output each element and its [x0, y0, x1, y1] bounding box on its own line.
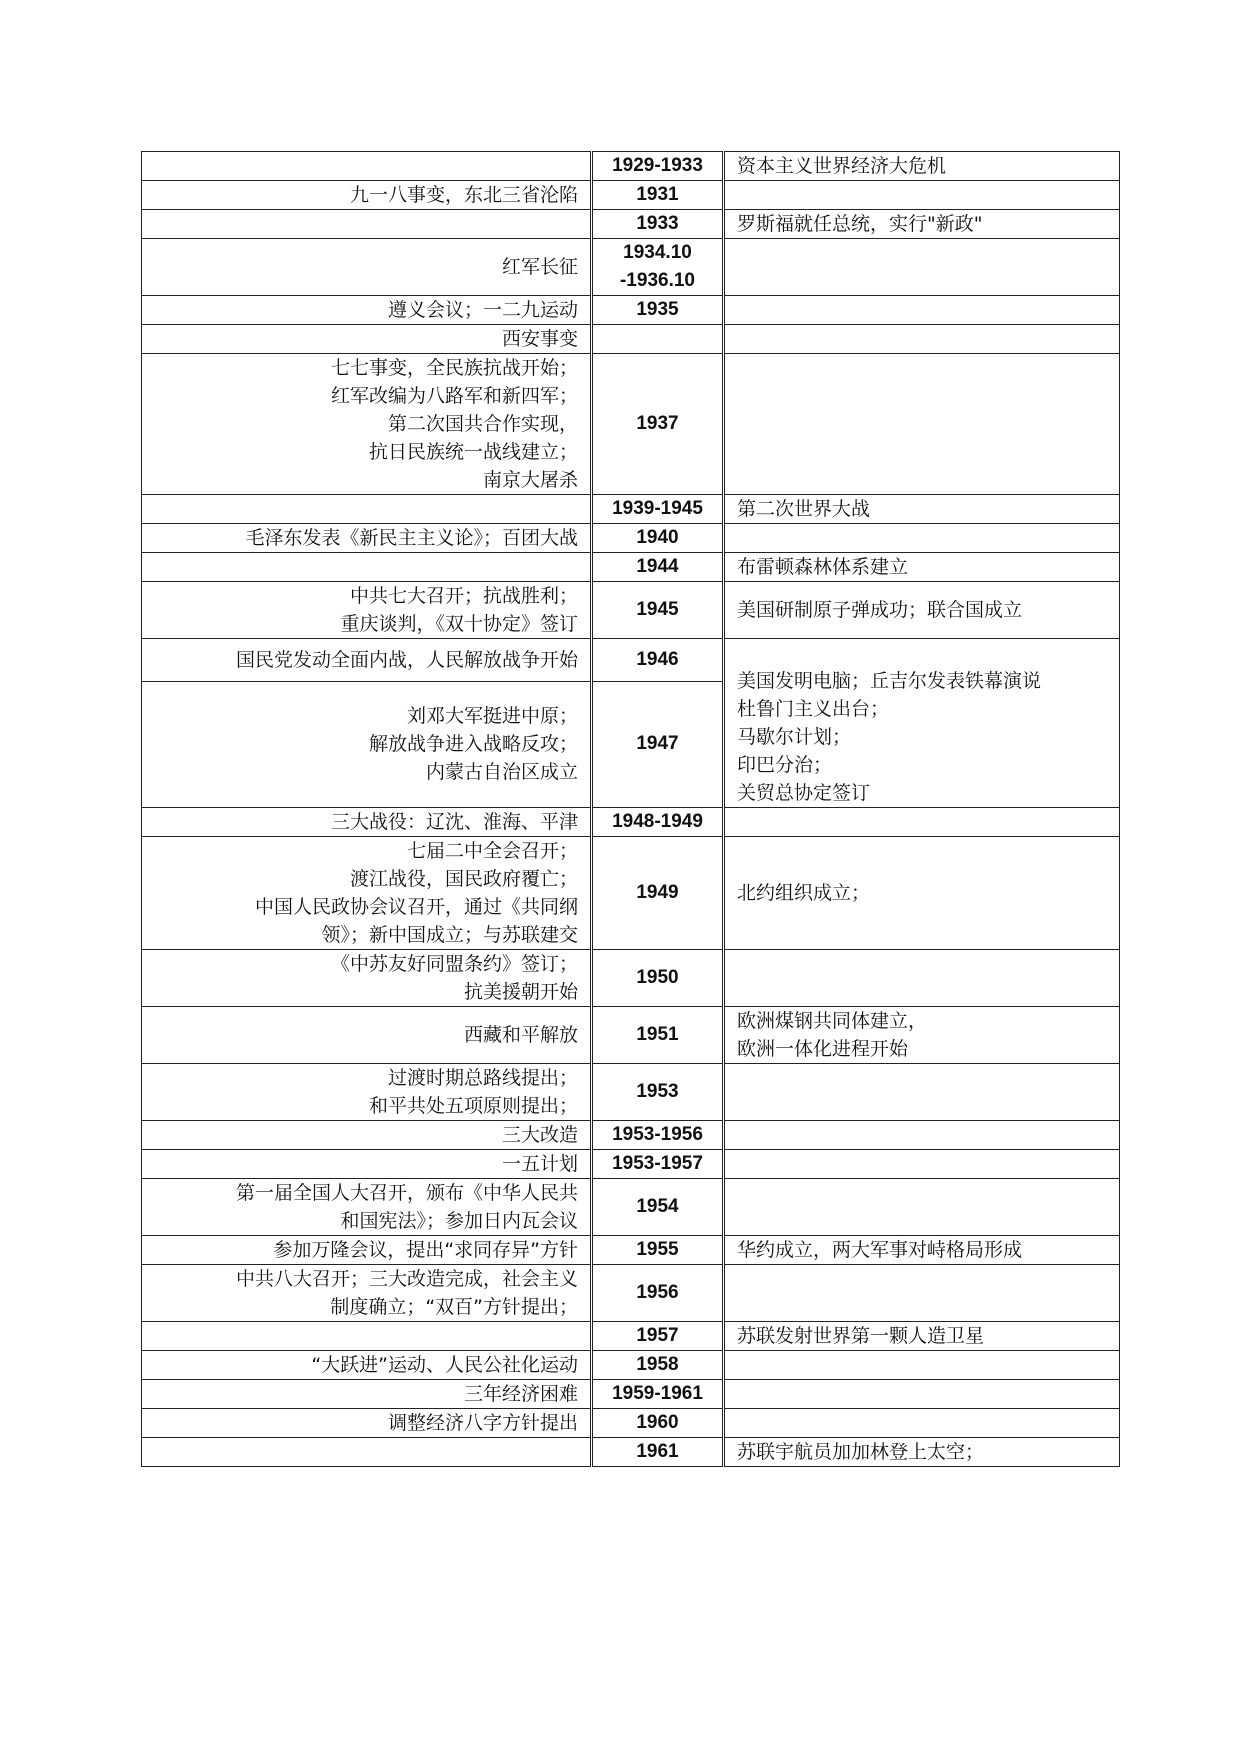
table-row	[142, 524, 1120, 553]
china-event-cell	[142, 495, 592, 524]
year-cell: 1937	[592, 354, 724, 495]
year-cell	[592, 325, 724, 354]
china-event-cell: 《中苏友好同盟条约》签订； 抗美援朝开始	[142, 950, 592, 1007]
table-row	[142, 950, 1120, 1007]
table-row	[142, 354, 1120, 495]
world-event-cell: 资本主义世界经济大危机	[724, 152, 1120, 181]
china-event-cell	[142, 152, 592, 181]
world-event-cell	[724, 1179, 1120, 1236]
china-event-cell: 一五计划	[142, 1150, 592, 1179]
world-event-cell	[724, 354, 1120, 495]
world-event-cell: 布雷顿森林体系建立	[724, 553, 1120, 582]
china-event-cell	[142, 553, 592, 582]
china-event-cell: 七七事变，全民族抗战开始； 红军改编为八路军和新四军； 第二次国共合作实现， 抗日民族统一战线建立； 南京大屠杀	[142, 354, 592, 495]
year-cell: 1945	[592, 582, 724, 639]
china-event-cell: 西藏和平解放	[142, 1007, 592, 1064]
table-row	[142, 1322, 1120, 1351]
world-event-cell	[724, 524, 1120, 553]
world-event-cell	[724, 1380, 1120, 1409]
china-event-cell: 中共七大召开；抗战胜利； 重庆谈判，《双十协定》签订	[142, 582, 592, 639]
world-event-cell	[724, 296, 1120, 325]
table-row	[142, 1351, 1120, 1380]
history-timeline-table	[141, 151, 1120, 1467]
year-cell: 1960	[592, 1409, 724, 1438]
world-event-cell: 苏联宇航员加加林登上太空；	[724, 1438, 1120, 1467]
world-event-cell	[724, 808, 1120, 837]
world-event-cell	[724, 1351, 1120, 1380]
world-event-cell	[724, 1150, 1120, 1179]
china-event-cell: 过渡时期总路线提出； 和平共处五项原则提出；	[142, 1064, 592, 1121]
table-row	[142, 639, 1120, 682]
table-row	[142, 296, 1120, 325]
table-row	[142, 1121, 1120, 1150]
year-cell: 1956	[592, 1265, 724, 1322]
year-cell: 1929-1933	[592, 152, 724, 181]
world-event-cell	[724, 1409, 1120, 1438]
world-event-cell: 美国发明电脑；丘吉尔发表铁幕演说 杜鲁门主义出台； 马歇尔计划； 印巴分治； 关贸总协定签订	[724, 639, 1120, 808]
world-event-cell: 苏联发射世界第一颗人造卫星	[724, 1322, 1120, 1351]
china-event-cell: 毛泽东发表《新民主主义论》；百团大战	[142, 524, 592, 553]
table-row	[142, 837, 1120, 950]
year-cell: 1946	[592, 639, 724, 682]
year-cell: 1951	[592, 1007, 724, 1064]
table-row	[142, 1064, 1120, 1121]
world-event-cell: 华约成立，两大军事对峙格局形成	[724, 1236, 1120, 1265]
china-event-cell: “大跃进”运动、人民公社化运动	[142, 1351, 592, 1380]
year-cell: 1957	[592, 1322, 724, 1351]
year-cell: 1958	[592, 1351, 724, 1380]
world-event-cell: 第二次世界大战	[724, 495, 1120, 524]
table-row	[142, 1409, 1120, 1438]
year-cell: 1940	[592, 524, 724, 553]
world-event-cell: 美国研制原子弹成功；联合国成立	[724, 582, 1120, 639]
world-event-cell	[724, 1265, 1120, 1322]
year-cell: 1939-1945	[592, 495, 724, 524]
china-event-cell: 七届二中全会召开； 渡江战役，国民政府覆亡； 中国人民政协会议召开，通过《共同纲 领》；新中国成立；与苏联建交	[142, 837, 592, 950]
table-row	[142, 1265, 1120, 1322]
china-event-cell	[142, 1322, 592, 1351]
china-event-cell: 红军长征	[142, 239, 592, 296]
world-event-cell	[724, 181, 1120, 210]
table-row	[142, 1236, 1120, 1265]
world-event-cell: 欧洲煤钢共同体建立， 欧洲一体化进程开始	[724, 1007, 1120, 1064]
year-cell: 1959-1961	[592, 1380, 724, 1409]
china-event-cell: 刘邓大军挺进中原； 解放战争进入战略反攻； 内蒙古自治区成立	[142, 681, 592, 807]
year-cell: 1935	[592, 296, 724, 325]
table-row	[142, 1007, 1120, 1064]
table-row	[142, 1179, 1120, 1236]
world-event-cell	[724, 325, 1120, 354]
table-row	[142, 325, 1120, 354]
year-cell: 1950	[592, 950, 724, 1007]
table-row	[142, 808, 1120, 837]
year-cell: 1961	[592, 1438, 724, 1467]
year-cell: 1948-1949	[592, 808, 724, 837]
table-row	[142, 1438, 1120, 1467]
year-cell: 1934.10 -1936.10	[592, 239, 724, 296]
china-event-cell: 遵义会议；一二九运动	[142, 296, 592, 325]
table-row	[142, 1380, 1120, 1409]
china-event-cell: 三大战役：辽沈、淮海、平津	[142, 808, 592, 837]
world-event-cell	[724, 239, 1120, 296]
table-row	[142, 239, 1120, 296]
year-cell: 1931	[592, 181, 724, 210]
china-event-cell: 九一八事变，东北三省沦陷	[142, 181, 592, 210]
china-event-cell: 参加万隆会议，提出“求同存异”方针	[142, 1236, 592, 1265]
world-event-cell	[724, 1121, 1120, 1150]
table-row	[142, 582, 1120, 639]
year-cell: 1944	[592, 553, 724, 582]
world-event-cell: 北约组织成立；	[724, 837, 1120, 950]
table-row	[142, 152, 1120, 181]
year-cell: 1954	[592, 1179, 724, 1236]
table-row	[142, 553, 1120, 582]
china-event-cell: 国民党发动全面内战，人民解放战争开始	[142, 639, 592, 682]
table-row	[142, 210, 1120, 239]
year-cell: 1953-1956	[592, 1121, 724, 1150]
china-event-cell: 调整经济八字方针提出	[142, 1409, 592, 1438]
table-row	[142, 495, 1120, 524]
world-event-cell	[724, 1064, 1120, 1121]
china-event-cell	[142, 1438, 592, 1467]
china-event-cell: 西安事变	[142, 325, 592, 354]
china-event-cell: 第一届全国人大召开，颁布《中华人民共 和国宪法》；参加日内瓦会议	[142, 1179, 592, 1236]
china-event-cell: 三大改造	[142, 1121, 592, 1150]
china-event-cell: 三年经济困难	[142, 1380, 592, 1409]
world-event-cell: 罗斯福就任总统，实行"新政"	[724, 210, 1120, 239]
china-event-cell	[142, 210, 592, 239]
china-event-cell: 中共八大召开；三大改造完成，社会主义 制度确立；“双百”方针提出；	[142, 1265, 592, 1322]
table-row	[142, 1150, 1120, 1179]
year-cell: 1949	[592, 837, 724, 950]
table-row	[142, 181, 1120, 210]
year-cell: 1947	[592, 681, 724, 807]
year-cell: 1953-1957	[592, 1150, 724, 1179]
year-cell: 1955	[592, 1236, 724, 1265]
year-cell: 1933	[592, 210, 724, 239]
world-event-cell	[724, 950, 1120, 1007]
year-cell: 1953	[592, 1064, 724, 1121]
